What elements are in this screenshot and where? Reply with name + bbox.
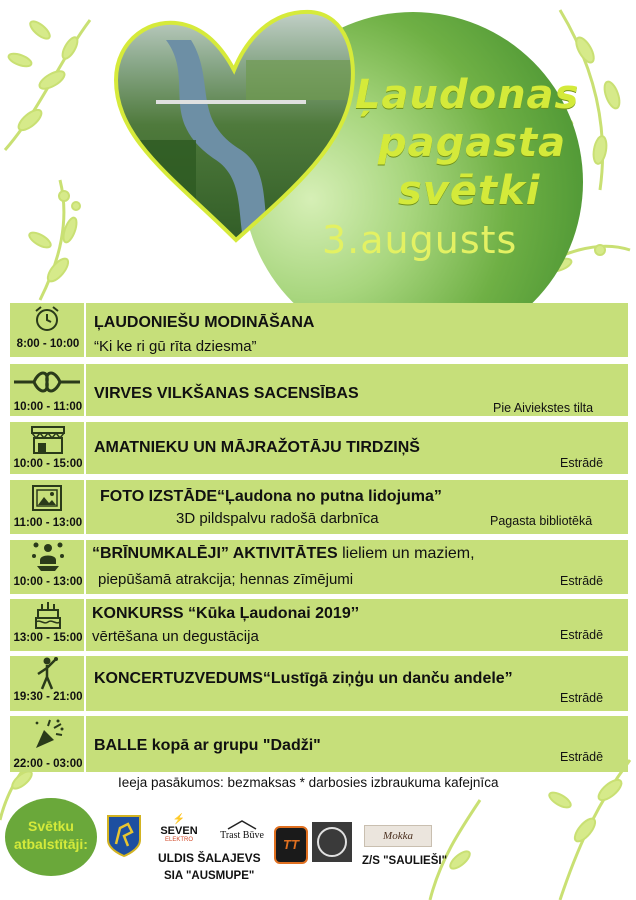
sponsor-name-2: SIA "AUSMUPE" (164, 870, 255, 882)
event-venue-6: Estrādē (560, 628, 604, 642)
event-title-8: BALLE kopā ar grupu "Dadži" (94, 737, 321, 754)
event-title-2: VIRVES VILKŠANAS SACENSĪBAS (94, 385, 359, 402)
rope-knot-icon (14, 370, 80, 394)
title-line-3: svētki (398, 168, 541, 214)
event-venue-8: Estrādē (560, 750, 604, 764)
event-venue-5: Estrādē (560, 574, 604, 588)
event-time-2: 10:00 - 11:00 (13, 401, 83, 413)
trast-buve-logo (214, 820, 270, 844)
event-date: 3.augusts (322, 218, 518, 262)
seven-logo-text: SEVEN (160, 825, 198, 837)
people-group-icon (31, 540, 65, 572)
round-emblem-logo (312, 822, 352, 862)
event-venue-2: Pie Aiviekstes tilta (493, 401, 594, 415)
event-time-6: 13:00 - 15:00 (13, 632, 83, 644)
roof-icon (214, 820, 270, 830)
event-time-3: 10:00 - 15:00 (13, 458, 83, 470)
mokka-logo-text: Mokka (383, 830, 413, 842)
party-popper-icon (32, 718, 64, 750)
singer-icon (34, 656, 60, 690)
tt-badge-logo (274, 826, 308, 864)
event-title-5-rest: lieliem un maziem, (337, 545, 475, 562)
seven-logo-sub: ELEKTRO (164, 837, 193, 843)
emblem-circle (317, 827, 347, 857)
footer-note: Ieeja pasākumos: bezmaksas * darbosies izbraukuma kafejnīca (118, 775, 499, 790)
tt-badge-text: TT (283, 837, 299, 852)
title-line-1: Ļaudonas (355, 72, 580, 118)
event-title-5-bold: “BRĪNUMKALĒJI” AKTIVITĀTES (92, 545, 338, 562)
event-time-7: 19:30 - 21:00 (13, 691, 83, 703)
event-subtitle-1: “Ki ke ri gū rīta dziesma” (94, 338, 257, 355)
heart-photo (96, 0, 366, 250)
event-venue-4: Pagasta bibliotēkā (490, 514, 593, 528)
coat-of-arms-logo (106, 814, 142, 858)
event-title-5 (92, 545, 475, 563)
sponsors-label-line2: atbalstītāji: (14, 836, 88, 852)
event-title-7: KONCERTUZVEDUMS“Lustīgā ziņģu un danču andele” (94, 670, 513, 687)
alarm-clock-icon (33, 305, 61, 333)
event-subtitle-6: vērtēšana un degustācija (92, 628, 259, 645)
event-time-5: 10:00 - 13:00 (13, 576, 83, 588)
event-venue-7: Estrādē (560, 691, 604, 705)
event-title-3: AMATNIEKU UN MĀJRAŽOTĀJU TIRDZIŅŠ (94, 439, 420, 456)
event-venue-3: Estrādē (560, 456, 604, 470)
event-title-4: FOTO IZSTĀDE“Ļaudona no putna lidojuma” (100, 488, 442, 505)
market-stall-icon (30, 425, 66, 455)
seven-elektro-logo (157, 815, 201, 847)
picture-frame-icon (31, 484, 63, 512)
title-line-2: pagasta (378, 120, 567, 166)
trast-logo-text: Trast Būve (220, 830, 264, 841)
event-title-6: KONKURSS “Kūka Ļaudonai 2019’’ (92, 605, 360, 622)
event-time-1: 8:00 - 10:00 (16, 338, 80, 350)
mokka-logo (364, 825, 432, 847)
event-title-1: ĻAUDONIEŠU MODINĀŠANA (94, 314, 315, 331)
cake-icon (34, 600, 62, 630)
event-time-8: 22:00 - 03:00 (13, 758, 83, 770)
seven-bolt-icon: ⚡ (172, 814, 186, 825)
sponsors-label-line1: Svētku (28, 818, 74, 834)
event-subtitle-4: 3D pildspalvu radošā darbnīca (176, 510, 379, 527)
event-subtitle-5: piepūšamā atrakcija; hennas zīmējumi (98, 571, 354, 588)
sponsor-name-3: Z/S "SAULIEŠI" (362, 855, 448, 867)
sponsor-name-1: ULDIS ŠALAJEVS (158, 851, 261, 865)
event-time-4: 11:00 - 13:00 (13, 517, 83, 529)
